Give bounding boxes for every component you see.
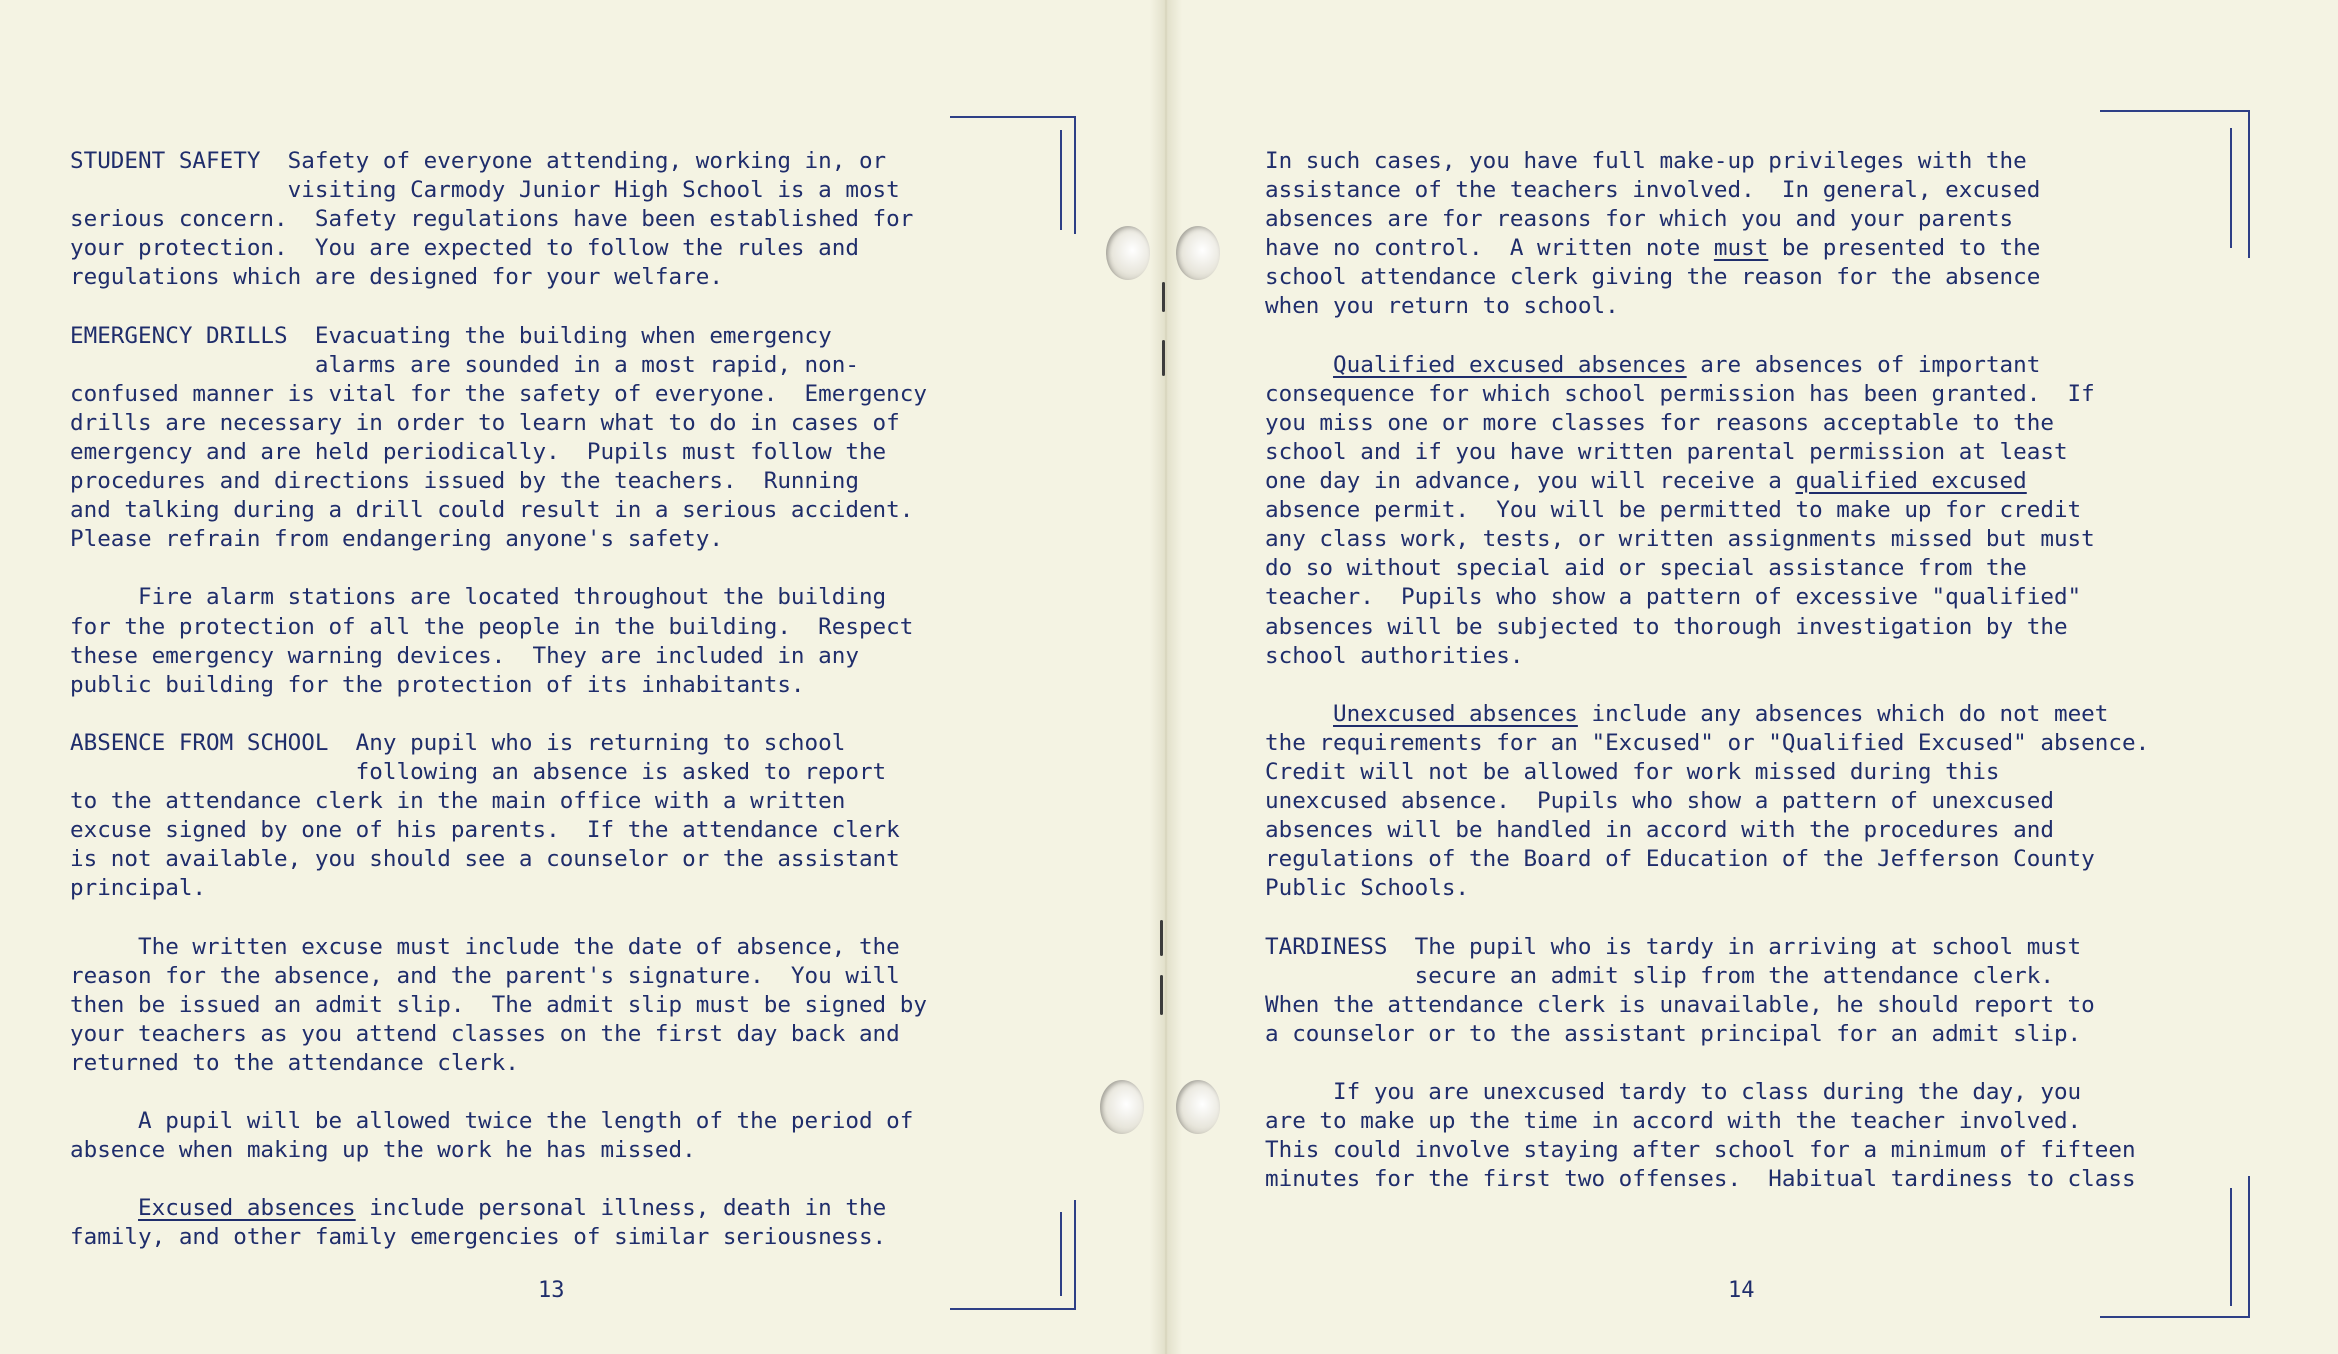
text-line bbox=[1265, 816, 2149, 845]
text-line bbox=[1265, 671, 2149, 700]
text-line bbox=[70, 1165, 927, 1194]
page-number-left: 13 bbox=[538, 1278, 565, 1303]
left-page-text bbox=[70, 147, 927, 1253]
underlined-term: must bbox=[1713, 235, 1769, 262]
text-line bbox=[70, 409, 927, 438]
text-line bbox=[1265, 234, 2149, 263]
crop-mark-bottom-left-page bbox=[950, 1308, 1076, 1310]
text-run: be presented to the bbox=[1768, 235, 2041, 262]
text-run: Please refrain from endangering anyone's safety. bbox=[70, 526, 723, 553]
crop-mark-top-left-page bbox=[1074, 116, 1076, 234]
text-line bbox=[1265, 322, 2149, 351]
text-line bbox=[1265, 758, 2149, 787]
text-line bbox=[70, 176, 927, 205]
text-run: one day in advance, you will receive a bbox=[1265, 468, 1796, 495]
text-line bbox=[70, 903, 927, 932]
text-line bbox=[1265, 292, 2149, 321]
text-run: you miss one or more classes for reasons acceptable to the bbox=[1265, 409, 2054, 436]
text-run: Public Schools. bbox=[1265, 875, 1470, 902]
text-run: regulations which are designed for your welfare. bbox=[70, 264, 723, 291]
text-line bbox=[1265, 1049, 2149, 1078]
text-line bbox=[1265, 438, 2149, 467]
text-run: regulations of the Board of Education of the Jefferson County bbox=[1265, 846, 2095, 873]
text-line bbox=[1265, 583, 2149, 612]
binding-crease-mark bbox=[1162, 282, 1165, 312]
text-line bbox=[70, 991, 927, 1020]
text-run: following an absence is asked to report bbox=[70, 758, 887, 785]
crop-mark-bottom-left-page bbox=[1074, 1200, 1076, 1310]
text-run: When the attendance clerk is unavailable, he should report to bbox=[1265, 991, 2095, 1018]
text-run: drills are necessary in order to learn what to do in cases of bbox=[70, 409, 900, 436]
text-line bbox=[1265, 962, 2149, 991]
text-line bbox=[70, 263, 927, 292]
text-run: the requirements for an "Excused" or "Qualified Excused" absence. bbox=[1265, 729, 2150, 756]
text-run: when you return to school. bbox=[1265, 293, 1619, 320]
crop-mark-top-right-page bbox=[2230, 128, 2232, 248]
binding-hole-top-right bbox=[1176, 226, 1220, 280]
text-line bbox=[1265, 700, 2149, 729]
text-run: absence permit. You will be permitted to make up for credit bbox=[1265, 497, 2082, 524]
text-line bbox=[1265, 874, 2149, 903]
text-line bbox=[70, 205, 927, 234]
text-line bbox=[70, 467, 927, 496]
text-run: visiting Carmody Junior High School is a most bbox=[70, 177, 900, 204]
text-run: for the protection of all the people in the building. Respect bbox=[70, 613, 914, 640]
underlined-term: Qualified excused absences bbox=[1333, 351, 1687, 378]
text-line bbox=[70, 234, 927, 263]
text-line bbox=[70, 1194, 927, 1223]
text-line bbox=[70, 438, 927, 467]
crop-mark-top-right-page bbox=[2248, 110, 2250, 258]
text-run: school and if you have written parental permission at least bbox=[1265, 438, 2068, 465]
text-line bbox=[70, 351, 927, 380]
text-line bbox=[1265, 554, 2149, 583]
right-page-text bbox=[1265, 147, 2149, 1194]
text-run: unexcused absence. Pupils who show a pattern of unexcused bbox=[1265, 788, 2054, 815]
text-run: reason for the absence, and the parent's signature. You will bbox=[70, 962, 900, 989]
text-run: consequence for which school permission has been granted. If bbox=[1265, 380, 2095, 407]
text-run: secure an admit slip from the attendance clerk. bbox=[1265, 962, 2054, 989]
text-run: returned to the attendance clerk. bbox=[70, 1049, 519, 1076]
text-run bbox=[70, 1195, 138, 1221]
text-line bbox=[1265, 991, 2149, 1020]
underlined-term: Excused absences bbox=[138, 1195, 356, 1222]
crop-mark-bottom-right-page bbox=[2100, 1316, 2250, 1318]
crop-mark-top-right-page bbox=[2100, 110, 2250, 112]
text-line bbox=[1265, 933, 2149, 962]
text-run: absences will be handled in accord with the procedures and bbox=[1265, 817, 2054, 844]
text-run: do so without special aid or special assistance from the bbox=[1265, 555, 2027, 582]
text-run: emergency and are held periodically. Pupils must follow the bbox=[70, 438, 887, 465]
text-run: are to make up the time in accord with the teacher involved. bbox=[1265, 1108, 2082, 1135]
crop-mark-bottom-left-page bbox=[1060, 1212, 1062, 1296]
text-run bbox=[1265, 352, 1333, 378]
text-run: public building for the protection of its inhabitants. bbox=[70, 671, 805, 698]
crop-mark-bottom-right-page bbox=[2248, 1176, 2250, 1318]
text-line bbox=[1265, 205, 2149, 234]
text-run: principal. bbox=[70, 875, 207, 902]
text-line bbox=[70, 1223, 927, 1252]
text-run: to the attendance clerk in the main office with a written bbox=[70, 788, 846, 815]
binding-hole-bottom-left bbox=[1100, 1080, 1144, 1134]
text-line bbox=[1265, 496, 2149, 525]
text-run: Fire alarm stations are located throughout the building bbox=[70, 584, 887, 611]
text-run: excuse signed by one of his parents. If the attendance clerk bbox=[70, 817, 900, 844]
text-line bbox=[1265, 642, 2149, 671]
text-run: This could involve staying after school for a minimum of fifteen bbox=[1265, 1137, 2136, 1164]
text-run: include any absences which do not meet bbox=[1577, 700, 2109, 727]
text-run: absences will be subjected to thorough investigation by the bbox=[1265, 613, 2068, 640]
text-line bbox=[70, 613, 927, 642]
text-run: your protection. You are expected to follow the rules and bbox=[70, 235, 859, 262]
text-line bbox=[1265, 1078, 2149, 1107]
text-line bbox=[1265, 903, 2149, 932]
text-line bbox=[70, 380, 927, 409]
text-line bbox=[70, 874, 927, 903]
text-run: In such cases, you have full make-up privileges with the bbox=[1265, 148, 2027, 174]
text-line bbox=[1265, 147, 2149, 176]
text-line bbox=[70, 758, 927, 787]
binding-hole-bottom-right bbox=[1176, 1080, 1220, 1134]
text-line bbox=[70, 147, 927, 176]
binding-crease-mark bbox=[1160, 975, 1163, 1015]
text-run: and talking during a drill could result in a serious accident. bbox=[70, 497, 914, 524]
text-line bbox=[1265, 1107, 2149, 1136]
text-line bbox=[70, 642, 927, 671]
text-run: include personal illness, death in the bbox=[355, 1195, 887, 1222]
text-line bbox=[70, 700, 927, 729]
binding-crease-mark bbox=[1162, 340, 1165, 376]
text-line bbox=[70, 583, 927, 612]
text-run: school authorities. bbox=[1265, 642, 1524, 669]
text-run: assistance of the teachers involved. In general, excused bbox=[1265, 177, 2041, 204]
text-run bbox=[1265, 701, 1333, 727]
text-line bbox=[70, 933, 927, 962]
text-run: family, and other family emergencies of similar seriousness. bbox=[70, 1224, 887, 1251]
binding-gutter bbox=[1150, 0, 1182, 1354]
text-line bbox=[70, 1020, 927, 1049]
text-line bbox=[1265, 1136, 2149, 1165]
text-run: serious concern. Safety regulations have been established for bbox=[70, 206, 914, 233]
text-run: absences are for reasons for which you and your parents bbox=[1265, 206, 2014, 233]
text-line bbox=[1265, 845, 2149, 874]
text-run: STUDENT SAFETY Safety of everyone attending, working in, or bbox=[70, 148, 887, 174]
text-run: a counselor or to the assistant principal for an admit slip. bbox=[1265, 1020, 2082, 1047]
binding-crease-mark bbox=[1160, 920, 1163, 956]
text-run: procedures and directions issued by the teachers. Running bbox=[70, 468, 859, 495]
text-run: Credit will not be allowed for work missed during this bbox=[1265, 758, 2000, 785]
crop-mark-top-left-page bbox=[1060, 130, 1062, 230]
text-line bbox=[70, 1078, 927, 1107]
text-line bbox=[70, 525, 927, 554]
underlined-term: Unexcused absences bbox=[1333, 700, 1578, 727]
text-run: have no control. A written note bbox=[1265, 235, 1714, 262]
text-line bbox=[70, 787, 927, 816]
text-run: any class work, tests, or written assignments missed but must bbox=[1265, 526, 2095, 553]
text-line bbox=[70, 1136, 927, 1165]
text-line bbox=[1265, 729, 2149, 758]
crop-mark-top-left-page bbox=[950, 116, 1076, 118]
text-run: your teachers as you attend classes on the first day back and bbox=[70, 1020, 900, 1047]
text-run: minutes for the first two offenses. Habitual tardiness to class bbox=[1265, 1166, 2136, 1193]
text-run: confused manner is vital for the safety of everyone. Emergency bbox=[70, 380, 927, 407]
text-run: ABSENCE FROM SCHOOL Any pupil who is returning to school bbox=[70, 729, 846, 756]
text-line bbox=[70, 554, 927, 583]
text-line bbox=[70, 962, 927, 991]
binding-hole-top-left bbox=[1106, 226, 1150, 280]
underlined-term: qualified excused bbox=[1795, 468, 2027, 495]
text-line bbox=[1265, 1165, 2149, 1194]
text-line bbox=[70, 671, 927, 700]
text-line bbox=[70, 816, 927, 845]
text-run: teacher. Pupils who show a pattern of excessive "qualified" bbox=[1265, 584, 2082, 611]
text-line bbox=[1265, 409, 2149, 438]
text-run: If you are unexcused tardy to class during the day, you bbox=[1265, 1079, 2082, 1105]
text-run: alarms are sounded in a most rapid, non- bbox=[70, 351, 859, 378]
text-line bbox=[70, 1107, 927, 1136]
text-line bbox=[1265, 1020, 2149, 1049]
text-line bbox=[1265, 176, 2149, 205]
text-run: TARDINESS The pupil who is tardy in arriving at school must bbox=[1265, 933, 2082, 960]
text-line bbox=[1265, 467, 2149, 496]
text-line bbox=[1265, 380, 2149, 409]
text-line bbox=[70, 496, 927, 525]
text-line bbox=[1265, 351, 2149, 380]
text-line bbox=[70, 292, 927, 321]
text-line bbox=[70, 845, 927, 874]
text-line bbox=[70, 729, 927, 758]
text-run: are absences of important bbox=[1686, 351, 2041, 378]
text-run: is not available, you should see a counselor or the assistant bbox=[70, 846, 900, 873]
text-run: these emergency warning devices. They are included in any bbox=[70, 642, 859, 669]
page-number-right: 14 bbox=[1728, 1278, 1755, 1303]
crop-mark-bottom-right-page bbox=[2230, 1188, 2232, 1306]
text-run: EMERGENCY DRILLS Evacuating the building when emergency bbox=[70, 322, 832, 349]
text-line bbox=[1265, 525, 2149, 554]
text-line bbox=[1265, 787, 2149, 816]
text-line bbox=[1265, 613, 2149, 642]
text-run: The written excuse must include the date of absence, the bbox=[70, 933, 900, 960]
text-line bbox=[70, 1049, 927, 1078]
text-run: school attendance clerk giving the reason for the absence bbox=[1265, 264, 2041, 291]
text-line bbox=[1265, 263, 2149, 292]
text-run: absence when making up the work he has missed. bbox=[70, 1137, 696, 1164]
text-run: A pupil will be allowed twice the length of the period of bbox=[70, 1108, 914, 1135]
text-line bbox=[70, 322, 927, 351]
text-run: then be issued an admit slip. The admit slip must be signed by bbox=[70, 991, 927, 1018]
